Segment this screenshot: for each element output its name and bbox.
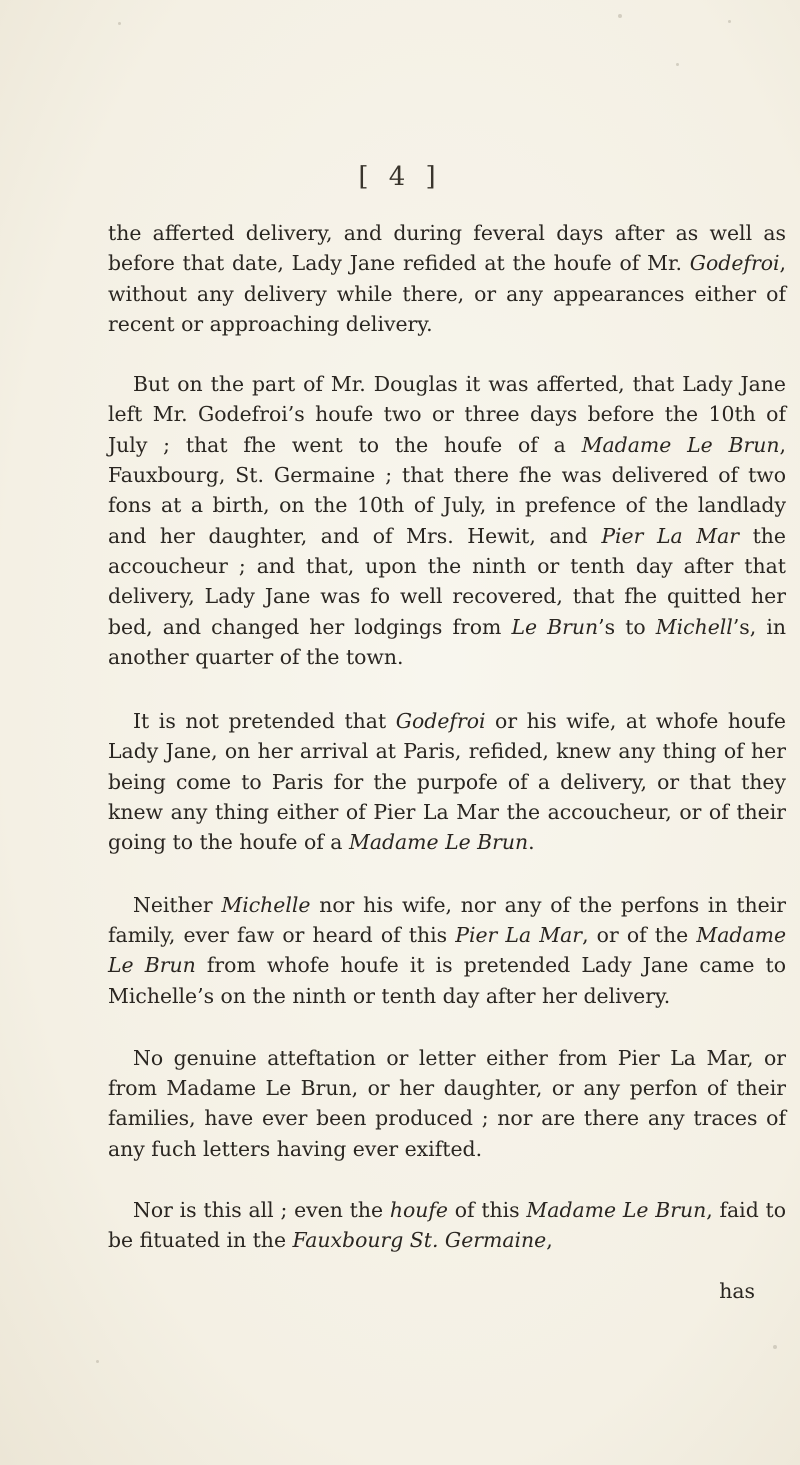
text-run: from whofe houfe it is pretended Lady Jane came to Michelle’s on the ninth or tenth day after her delivery. (108, 953, 786, 1008)
italic-run: Madame Le Brun (581, 432, 780, 457)
catchword: has (719, 1279, 755, 1303)
text-run: ’s, in another quarter of the town. (108, 614, 786, 669)
text-run: . (528, 830, 535, 855)
text-run: No genuine atteftation or letter either from Pier La Mar, or from Madame Le Brun, or her daughter, or any perfon of their families, have ever been produced ; nor are there any traces of any fuch letters having ever exifted. (108, 1045, 786, 1161)
italic-run: Le Brun (511, 614, 599, 639)
italic-run: Pier La Mar (601, 523, 740, 548)
text-run: , (546, 1228, 553, 1253)
text-run: , Fauxbourg, St. Germaine ; that there fhe was delivered of two fons at a birth, on the 10th of July, in prefence of the landlady and her daughter, and of Mrs. Hewit, and (108, 432, 786, 548)
paper-speck (118, 22, 121, 25)
italic-run: houfe (389, 1198, 448, 1223)
text-run: nor his wife, nor any of the perfons in their family, ever faw or heard of this (108, 892, 786, 947)
paper-speck (96, 1360, 99, 1363)
italic-run: Michell (655, 614, 733, 639)
paragraph (108, 706, 786, 857)
text-run: It is not pretended that (133, 709, 396, 734)
italic-run: Madame Le Brun (348, 830, 529, 855)
italic-run: Fauxbourg St. Germaine (292, 1228, 547, 1253)
paragraph (108, 1043, 786, 1164)
page-number: [ 4 ] (358, 162, 442, 192)
paragraph (108, 369, 786, 672)
text-run: , without any delivery while there, or any appearances either of recent or approaching delivery. (108, 251, 786, 336)
text-run: ’s to (598, 614, 656, 639)
paragraph (108, 1195, 786, 1256)
text-run: , faid to be fituated in the (108, 1198, 786, 1253)
paragraph (108, 218, 786, 339)
italic-run: Godefroi (689, 251, 780, 276)
paper-speck (676, 63, 679, 66)
italic-run: Pier La Mar (455, 922, 583, 947)
italic-run: Godefroi (395, 709, 486, 734)
text-run: Neither (133, 892, 222, 917)
text-run: the accoucheur ; and that, upon the ninth or tenth day after that delivery, Lady Jane was fo well recovered, that fhe quitted her bed, and changed her lodgings from (108, 523, 786, 639)
text-run: or his wife, at whofe houfe Lady Jane, on her arrival at Paris, refided, knew any thing of her being come to Paris for the purpofe of a delivery, or that they knew any thing either of Pier La Mar the accoucheur, or of their going to the houfe of a (108, 709, 787, 855)
text-run: But on the part of Mr. Douglas it was afferted, that Lady Jane left Mr. Godefroi’s houfe two or three days before the 10th of July ; that fhe went to the houfe of a (108, 372, 786, 457)
paper-speck (618, 14, 622, 18)
paper-speck (728, 20, 731, 23)
italic-run: Michelle (221, 892, 311, 917)
text-run: of this (447, 1198, 527, 1223)
text-run: the afferted delivery, and during feveral days after as well as before that date, Lady Jane refided at the houfe of Mr. (108, 221, 786, 276)
paragraph (108, 890, 786, 1011)
text-run: , or of the (582, 922, 697, 947)
italic-run: Madame Le Brun (108, 922, 787, 978)
text-run: Nor is this all ; even the (133, 1198, 390, 1223)
paper-speck (773, 1345, 777, 1349)
italic-run: Madame Le Brun (526, 1198, 707, 1223)
body-text (108, 218, 786, 1256)
